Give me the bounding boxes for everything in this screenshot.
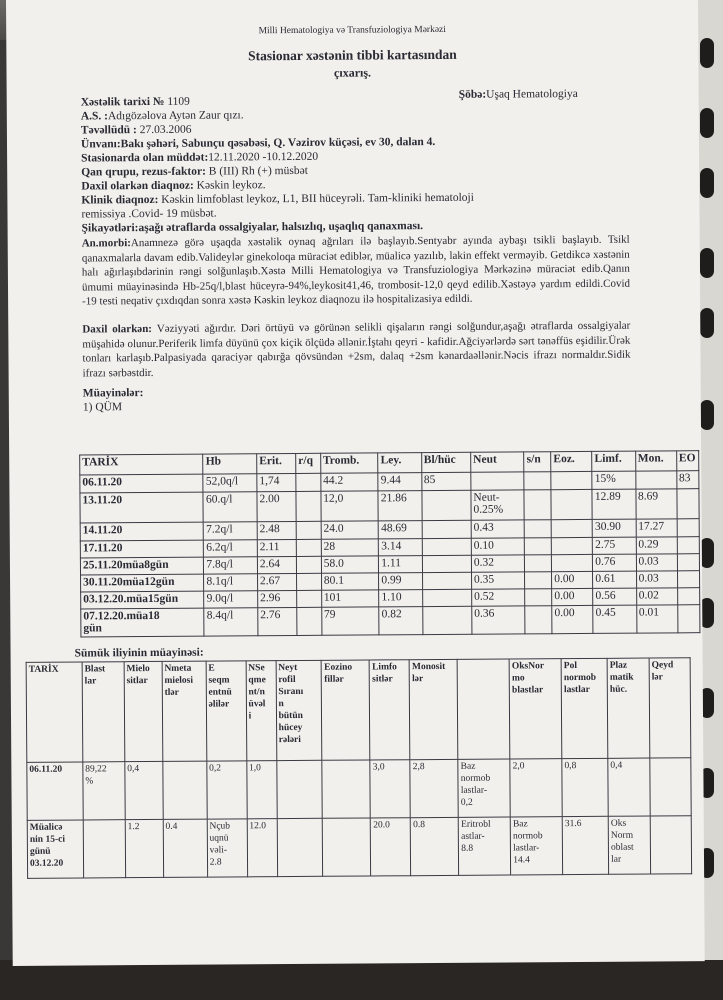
blood_table-cell: 2.00 bbox=[257, 491, 296, 521]
marrow_table-header-cell bbox=[457, 659, 510, 759]
blood_table-cell: 7.2q/l bbox=[204, 522, 258, 540]
blood_table-cell bbox=[551, 489, 592, 519]
marrow_table-cell: Baz normob lastlar- 14.4 bbox=[510, 817, 562, 875]
blood_table-cell: 17.27 bbox=[636, 519, 677, 537]
marrow_table-cell: 12.0 bbox=[247, 819, 277, 877]
blood_table-row bbox=[80, 489, 699, 523]
blood_table-cell: 25.11.20müa8gün bbox=[80, 557, 204, 575]
blood_table-cell bbox=[525, 606, 552, 634]
blood_table-cell bbox=[525, 555, 552, 572]
blood_table-cell: 9.44 bbox=[378, 473, 421, 491]
blood_table-cell: 44.2 bbox=[321, 473, 379, 491]
blood_table-cell: 2.96 bbox=[258, 590, 297, 607]
admission-state: Daxil olarkən: Vəziyyəti ağırdır. Dəri örtüyü və görünən selikli qişaların rəngi solğundur,aşağı ətraflarda ossalgiyalar müşahidə olunur.Periferik limfa düyünü çox kiçik ölçüdə əllənir.İştahı qeyri - kafidir.Ağciyərlərdə sərt tənəffüs eşidilir.Ürək tonları karlaşıb.Palpasiyada qaraciyər qabırğa qövsündən +2sm, dalaq +2sm kənardaəllənir.Nəcis ifrazı normaldır.Sidik ifrazı sərbəstdir. bbox=[82, 319, 631, 379]
blood_table-cell: 0.43 bbox=[471, 520, 525, 538]
marrow_table-cell bbox=[650, 816, 691, 874]
blood_table-header-cell: Mon. bbox=[635, 451, 676, 471]
blood_table-cell: 8.4q/l bbox=[204, 608, 258, 636]
marrow_table-cell: Baz normob lastlar- 0,2 bbox=[458, 759, 510, 817]
blood_table-cell: 1.10 bbox=[379, 590, 422, 607]
blood_table-header-cell: Hb bbox=[203, 454, 257, 474]
blood_table-cell: 85 bbox=[421, 472, 470, 490]
marrow_table-header-cell: Neyt rofil Sıranı n bütün hüc​ey rələri bbox=[276, 660, 323, 760]
blood_table-cell bbox=[422, 538, 471, 555]
blood_table-cell: 21.86 bbox=[378, 491, 421, 521]
blood_table-header-cell: Eoz. bbox=[551, 451, 592, 471]
marrow_table-cell bbox=[163, 761, 207, 819]
marrow_table-cell: 0.4 bbox=[163, 819, 207, 877]
blood_table-cell bbox=[422, 555, 471, 572]
blood_table-cell: 3.14 bbox=[379, 539, 422, 556]
history-number: Xəstəlik tarixi № 1109 bbox=[80, 95, 190, 109]
marrow_table-cell: 3,0 bbox=[370, 760, 410, 818]
clinical-diagnosis-cont: remissiya .Covid- 19 müsbət. bbox=[81, 207, 217, 221]
marrow_table-cell: 0,4 bbox=[608, 758, 650, 816]
blood_table-cell bbox=[635, 471, 676, 489]
complaints: Şikayətləri:aşağı ətraflarda ossalgiyalar, halsızlıq, uşaqlıq qanaxması. bbox=[81, 220, 424, 235]
blood_table-cell bbox=[677, 489, 700, 519]
marrow_table-cell bbox=[650, 758, 691, 816]
marrow_table-cell: Nçub uqnü vəli- 2.8 bbox=[207, 819, 247, 877]
marrow_table-header-cell: Mielo sitlar bbox=[124, 661, 163, 761]
blood_table-cell bbox=[525, 589, 552, 606]
clinical-diagnosis: Klinik diaqnoz: Kəskin limfoblast leykoz, L1, BII hüceyrəli. Tam-kliniki hematoloji bbox=[81, 191, 474, 207]
marrow_table-cell: 0.8 bbox=[411, 817, 459, 875]
marrow_table-cell: 89,22 % bbox=[83, 762, 125, 820]
marrow_table-row bbox=[27, 816, 691, 879]
blood_table-cell: 28 bbox=[321, 539, 379, 556]
blood_table-cell: 8.1q/l bbox=[204, 574, 258, 591]
blood_table-cell: 14.11.20 bbox=[80, 522, 204, 541]
blood_table-cell: 0.00 bbox=[552, 588, 593, 605]
blood_table-cell: 0.32 bbox=[471, 555, 525, 572]
blood_table-cell: 9.0q/l bbox=[204, 591, 258, 608]
blood_table-cell: 0.36 bbox=[472, 606, 526, 634]
marrow_table-cell bbox=[323, 818, 371, 876]
blood_table-cell: 0.61 bbox=[593, 571, 636, 588]
marrow_table-header-cell: OksNor mo blastlar bbox=[509, 659, 562, 759]
blood_table-cell: 12.89 bbox=[592, 489, 635, 519]
blood_table-cell: 13.11.20 bbox=[80, 492, 204, 523]
blood_table-cell: 79 bbox=[321, 607, 379, 635]
blood_table-cell bbox=[677, 554, 699, 571]
blood_table-cell: 8.69 bbox=[635, 489, 676, 519]
blood_table-cell bbox=[296, 473, 321, 491]
blood_table-cell: 1,74 bbox=[257, 473, 296, 491]
marrow_table-cell: Oks Norm oblast lar bbox=[608, 816, 650, 874]
blood-test-table bbox=[79, 450, 700, 637]
blood_table-cell bbox=[422, 606, 472, 634]
blood_table-cell bbox=[677, 519, 699, 537]
blood_table-cell: 2.76 bbox=[258, 607, 297, 635]
blood_table-cell bbox=[296, 521, 321, 539]
marrow_table-cell bbox=[276, 760, 322, 818]
blood_table-cell bbox=[524, 472, 551, 490]
address: Ünvanı:Bakı şəhəri, Sabunçu qəsəbəsi, Q. Vəzirov küçəsi, ev 30, dalan 4. bbox=[80, 136, 436, 151]
marrow_table-header-cell: NSe qme nt/n üvəl i bbox=[246, 661, 277, 761]
blood_table-cell: 17.11.20 bbox=[80, 540, 204, 558]
blood_table-cell: 03.12.20.müa15gün bbox=[81, 591, 205, 609]
marrow_table-header-cell: TARİX bbox=[26, 662, 83, 762]
blood_table-header-cell: s/n bbox=[524, 452, 551, 472]
exams-heading: Müayinələr: bbox=[82, 387, 144, 400]
admission-diagnosis: Daxil olarkən diaqnoz: Kəskin leykoz. bbox=[81, 179, 266, 193]
blood_table-header-cell: Erit. bbox=[257, 453, 296, 473]
blood_table-cell: 0.35 bbox=[471, 572, 525, 589]
blood_table-header-cell: Tromb. bbox=[320, 453, 378, 473]
blood_table-cell: Neut- 0.25% bbox=[471, 490, 525, 520]
blood_table-cell: 12,0 bbox=[321, 491, 379, 521]
marrow_table-cell: 20.0 bbox=[371, 818, 411, 876]
blood_table-cell bbox=[296, 556, 321, 573]
marrow_table-cell: 31.6 bbox=[562, 816, 608, 874]
bone-marrow-heading: Sümük iliyinin müayinəsi: bbox=[74, 646, 204, 660]
blood_table-cell: 0.00 bbox=[552, 605, 593, 633]
blood_table-cell bbox=[422, 572, 471, 589]
blood_table-cell: 0.01 bbox=[636, 605, 677, 633]
blood_table-cell bbox=[421, 490, 471, 520]
blood_table-header-cell: EO bbox=[676, 451, 698, 471]
blood_table-cell: 0.56 bbox=[593, 588, 636, 605]
document-page bbox=[6, 0, 705, 966]
binder-hole bbox=[700, 108, 714, 138]
blood_table-header-cell: Neut bbox=[471, 452, 525, 472]
binder-hole bbox=[700, 308, 714, 338]
blood_table-cell: 80.1 bbox=[321, 573, 379, 590]
blood_table-cell bbox=[297, 590, 322, 607]
blood_table-cell bbox=[525, 538, 552, 555]
blood_table-header-cell: TARİX bbox=[80, 454, 204, 475]
blood_table-cell: 24.0 bbox=[321, 521, 379, 539]
background-bottom bbox=[0, 960, 723, 1000]
blood_table-cell bbox=[297, 607, 322, 635]
blood_table-cell bbox=[552, 554, 593, 571]
blood_table-cell bbox=[677, 605, 700, 633]
blood_table-cell: 0.99 bbox=[379, 573, 422, 590]
blood_table-cell bbox=[296, 491, 321, 521]
marrow_table-header-cell: Qeyd lər bbox=[649, 658, 691, 758]
blood_table-cell bbox=[677, 588, 699, 605]
blood_table-cell bbox=[551, 537, 592, 554]
blood_table-cell bbox=[677, 537, 699, 554]
blood_table-cell: 0.03 bbox=[636, 571, 677, 588]
blood_table-cell bbox=[524, 490, 551, 520]
blood_table-cell: 2.11 bbox=[257, 539, 296, 556]
blood_table-header-cell: Ley. bbox=[378, 453, 421, 473]
blood_table-cell: 83 bbox=[676, 471, 698, 489]
marrow_table-header-cell: Blast lar bbox=[82, 662, 125, 762]
anamnesis: An.morbi:Anamnezə görə uşaqda xəstəlik oynaq ağrıları ilə başlayıb.Sentyabr ayında aybaşı tsikli başlayıb. Tsikl qanaxmalarla davam edib.Valideylər ginekoloqa müraciət ediblər, müalicə yazılıb, lakin effekt verməyib. Getdikcə xəstənin halı ağırlaşıbdərinin rəngi solğunlaşıb.Xəstə Milli Hematologiya və Transfuziologiya Mərkəzinə müraciət edib.Qanın ümumi müayinəsində Hb-25q/l,blast hüceyrə-94%,leykosit41,46, trombosit-12,0 qeyd edilib.Xəstəyə yardım edildi.Covid -19 testi neqativ çıxdıqdan sonra xəstə Kəskin leykoz diaqnozu ilə hospitalizasiya edildi. bbox=[81, 233, 631, 308]
marrow_table-cell: 0,4 bbox=[125, 761, 163, 819]
blood_table-cell: 0.76 bbox=[593, 554, 636, 571]
blood_table-cell bbox=[471, 472, 525, 490]
document-title: Stasionar xəstənin tibbi kartasından bbox=[247, 46, 457, 64]
marrow_table-header-row bbox=[26, 658, 691, 763]
blood_table-cell: 06.11.20 bbox=[80, 474, 204, 493]
blood_table-cell: 0.10 bbox=[471, 538, 525, 555]
institution-name: Milli Hematologiya və Transfuziologiya Mərkəzi bbox=[258, 24, 446, 37]
marrow_table-cell: 2,0 bbox=[510, 759, 562, 817]
marrow_table-cell: 1.2 bbox=[125, 819, 163, 877]
blood_table-cell: 7.8q/l bbox=[204, 557, 258, 574]
binder-hole bbox=[700, 400, 714, 430]
marrow_table-header-cell: Monosit lər bbox=[409, 659, 458, 759]
blood_table-cell: 2.48 bbox=[257, 521, 296, 539]
marrow_table-cell: Müalicə nin 15-ci günü 03.12.20 bbox=[27, 820, 83, 878]
blood_table-cell bbox=[296, 539, 321, 556]
exam-item-1: 1) QÜM bbox=[82, 401, 123, 414]
blood_table-cell bbox=[422, 589, 471, 606]
marrow_table-header-cell: Plaz matik hüc. bbox=[607, 658, 650, 758]
marrow_table-header-cell: Limfo sitlər bbox=[370, 660, 411, 760]
blood_table-cell: 2.64 bbox=[257, 556, 296, 573]
blood_table-cell: 2.75 bbox=[593, 537, 636, 554]
blood_table-cell: 0.52 bbox=[472, 589, 526, 606]
blood_table-header-cell: Bl/hüc bbox=[421, 452, 471, 472]
marrow_table-header-cell: Eozino fillər bbox=[322, 660, 371, 760]
blood_table-cell: 0.02 bbox=[636, 588, 677, 605]
patient-name: A.S. :Adıgözəlova Aytən Zaur qızı. bbox=[80, 109, 244, 123]
document-subtitle: çıxarış. bbox=[333, 65, 372, 80]
hospital-stay: Stasionarda olan müddət:12.11.2020 -10.12.2020 bbox=[81, 150, 319, 165]
marrow_table-cell: 1,0 bbox=[246, 761, 276, 819]
blood_table-cell: 30.90 bbox=[592, 519, 635, 537]
blood_table-cell bbox=[297, 573, 322, 590]
blood_table-cell: 15% bbox=[592, 471, 635, 489]
marrow_table-header-cell: Nmeta mielosi tlər bbox=[162, 661, 207, 761]
marrow_table-header-cell: Pol normob lastlar bbox=[561, 658, 608, 758]
birth-date: Təvəllüdü : 27.03.2006 bbox=[80, 123, 192, 137]
marrow_table-cell bbox=[277, 818, 323, 876]
blood_table-row bbox=[81, 605, 700, 637]
blood-group: Qan qrupu, rezus-faktor: B (III) Rh (+) müsbət bbox=[81, 164, 308, 179]
blood_table-cell bbox=[551, 471, 592, 489]
marrow_table-cell bbox=[83, 820, 125, 878]
marrow_table-row bbox=[27, 758, 691, 821]
blood_table-cell: 2.67 bbox=[257, 573, 296, 590]
blood_table-cell bbox=[525, 572, 552, 589]
marrow_table-cell: 0,2 bbox=[207, 761, 247, 819]
blood_table-cell: 60.q/l bbox=[203, 492, 257, 522]
marrow_table-cell: Eritrobl astlar- 8.8 bbox=[458, 817, 510, 875]
blood_table-header-cell: Limf. bbox=[592, 451, 635, 471]
binder-hole bbox=[700, 168, 714, 198]
blood_table-cell: 0.03 bbox=[636, 554, 677, 571]
blood_table-cell: 48.69 bbox=[378, 521, 421, 539]
blood_table-cell: 58.0 bbox=[321, 556, 379, 573]
bone-marrow-table bbox=[26, 657, 692, 879]
marrow_table-cell: 2,8 bbox=[410, 759, 458, 817]
blood_table-cell: 30.11.20müa12gün bbox=[81, 574, 205, 592]
binder-hole bbox=[700, 38, 714, 68]
binder-hole bbox=[700, 538, 714, 568]
blood_table-cell: 07.12.20.müa18 gün bbox=[81, 608, 205, 637]
marrow_table-cell: 06.11.20 bbox=[27, 762, 83, 820]
blood_table-cell: 0.45 bbox=[593, 605, 636, 633]
blood_table-cell bbox=[551, 519, 592, 537]
department: Şöbə:Uşaq Hematologiya bbox=[458, 88, 578, 101]
blood_table-cell bbox=[677, 571, 699, 588]
blood_table-cell bbox=[422, 520, 471, 538]
blood_table-cell: 52,0q/l bbox=[203, 474, 257, 492]
marrow_table-header-cell: E seqm entnü əlilər bbox=[206, 661, 247, 761]
binder-hole bbox=[700, 248, 714, 278]
blood_table-cell: 0.82 bbox=[379, 607, 422, 635]
blood_table-cell: 1.11 bbox=[379, 556, 422, 573]
blood_table-cell: 0.00 bbox=[552, 571, 593, 588]
marrow_table-cell: 0,8 bbox=[562, 758, 608, 816]
blood_table-cell bbox=[525, 520, 552, 538]
blood_table-header-cell: r/q bbox=[296, 453, 321, 473]
blood_table-cell: 0.29 bbox=[636, 537, 677, 554]
marrow_table-cell bbox=[322, 760, 370, 818]
blood_table-cell: 6.2q/l bbox=[204, 540, 258, 557]
blood_table-cell: 101 bbox=[321, 590, 379, 607]
